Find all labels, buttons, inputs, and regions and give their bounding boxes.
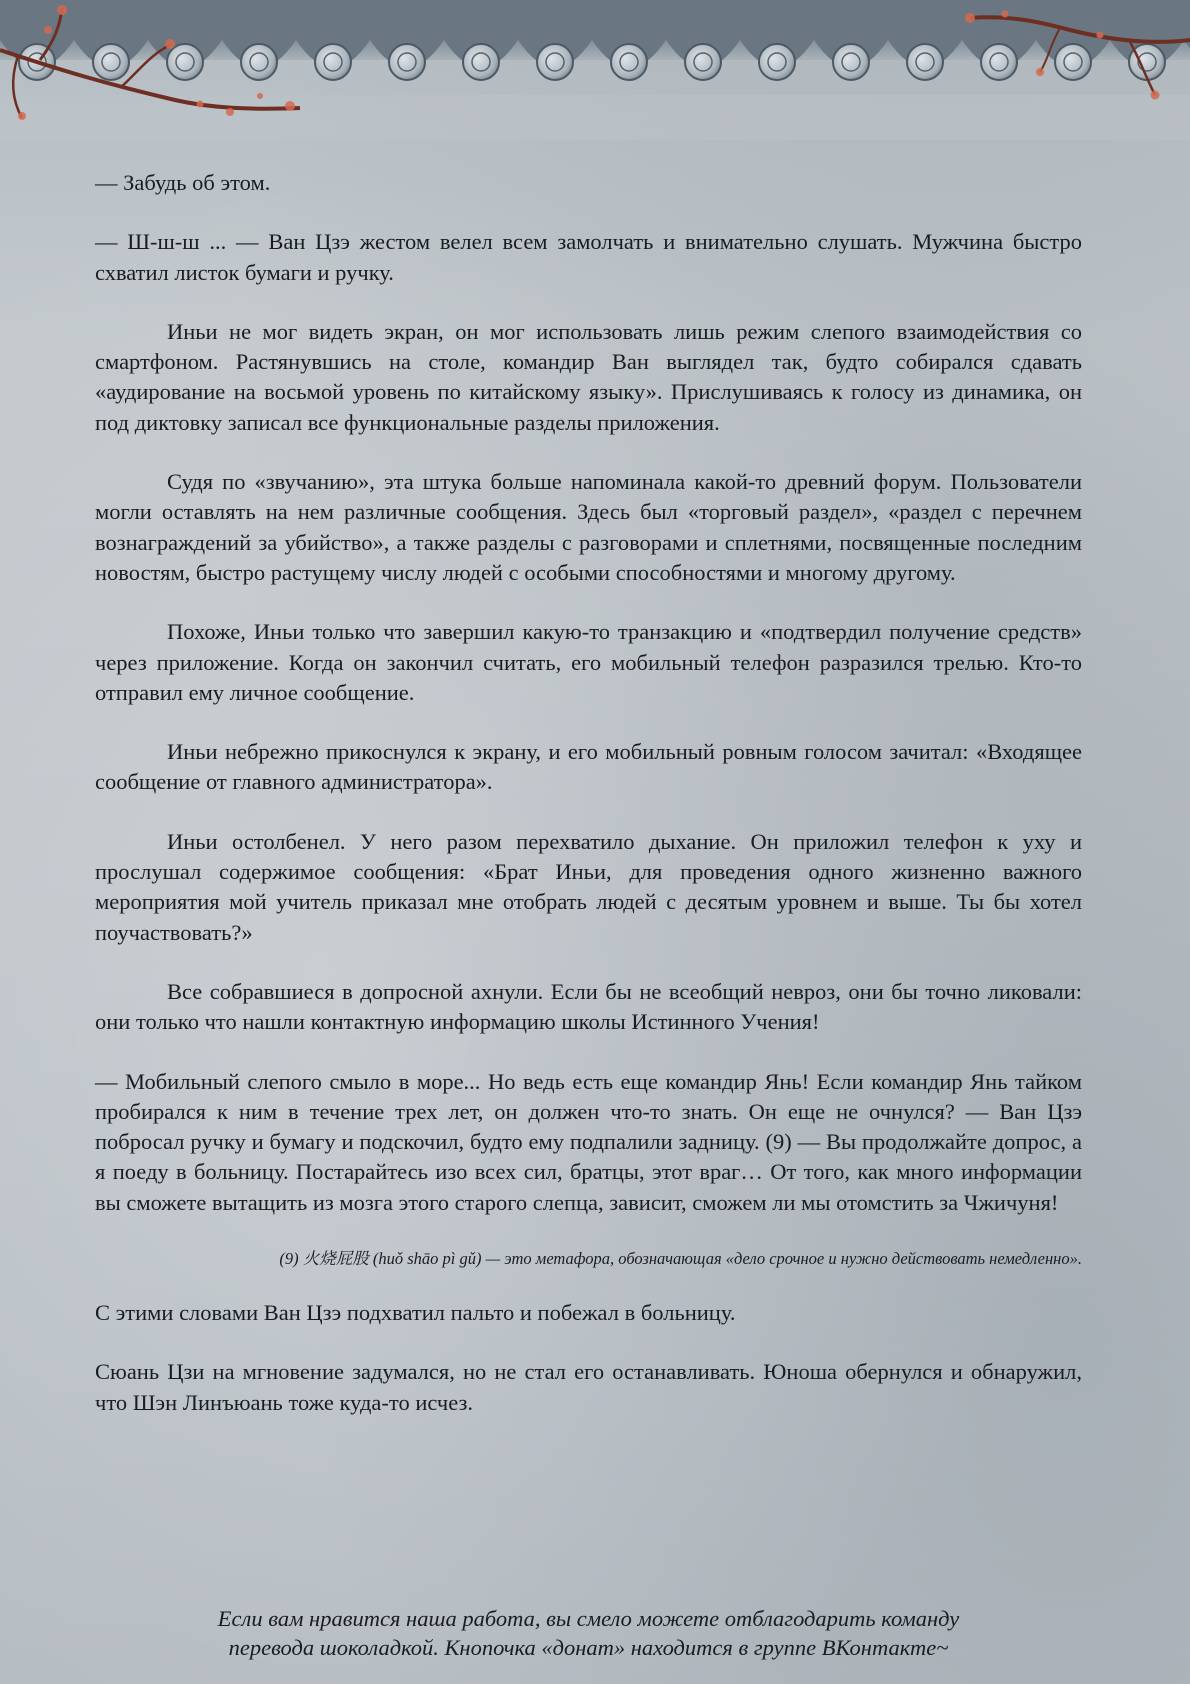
branch-left-decoration [0,0,320,140]
roof-tile-cap [759,44,795,80]
roof-tile-cap [537,44,573,80]
paragraph-p7: Иньи остолбенел. У него разом перехватило дыхание. Он приложил телефон к уху и прослушал содержимое сообщения: «Брат Иньи, для проведения одного жизненно важного мероприятия мой учитель приказал мне отобрать людей с десятым уровнем и выше. Ты бы хотел поучаствовать?» [95,828,1082,945]
paragraph-p5: Похоже, Иньи только что завершил какую-то транзакцию и «подтвердил получение средств» через приложение. Когда он закончил считать, его мобильный телефон разразился трелью. Кто-то отправил ему личное сообщение. [95,619,1082,705]
donation-note-line-1: Если вам нравится наша работа, вы смело можете отблагодарить команду [217,1606,960,1631]
roof-tile-cap [685,44,721,80]
roof-tile-cap [611,44,647,80]
donation-note-line-2: перевода шоколадкой. Кнопочка «донат» находится в группе ВКонтакте~ [228,1635,949,1660]
chapter-text [95,168,1082,1447]
roof-tile-cap [315,44,351,80]
roof-tile-cap [463,44,499,80]
paragraph-p11: Сюань Цзи на мгновение задумался, но не стал его останавливать. Юноша обернулся и обнаружил, что Шэн Линъюань тоже куда-то исчез. [95,1359,1082,1415]
paragraph-p10: С этими словами Ван Цзэ подхватил пальто и побежал в больницу. [95,1300,736,1326]
paragraph-p1: — Забудь об этом. [95,170,271,195]
donation-note [95,1604,1082,1662]
paragraph-p3: Иньи не мог видеть экран, он мог использовать лишь режим слепого взаимодействия со смартфоном. Растянувшись на столе, командир Ван выглядел так, будто собирался сдавать «аудирование на восьмой уровень по китайскому языку». Прислушиваясь к голосу из динамика, он под диктовку записал все функциональные разделы приложения. [95,318,1082,435]
paragraph-p8: Все собравшиеся в допросной ахнули. Если бы не всеобщий невроз, они бы точно ликовали: они только что нашли контактную информацию школы Истинного Учения! [95,978,1082,1035]
paragraph-p6: Иньи небрежно прикоснулся к экрану, и его мобильный ровным голосом зачитал: «Входящее сообщение от главного администратора». [95,739,1082,795]
roof-tile-cap [833,44,869,80]
footnote-9: (9) 火烧屁股 (huǒ shāo pì gǔ) — это метафора, обозначающая «дело срочное и нужно действовать немедленно». [279,1249,1082,1269]
paragraph-p4: Судя по «звучанию», эта штука больше напоминала какой-то древний форум. Пользователи могли оставлять на нем различные сообщения. Здесь был «торговый раздел», «раздел с перечнем вознаграждений за убийство», а также разделы с разговорами и сплетнями, посвященные последним новостям, быстро растущему числу людей с особыми способностями и многому другому. [95,469,1082,585]
roof-tile-cap [389,44,425,80]
paragraph-p9: — Мобильный слепого смыло в море... Но ведь есть еще командир Янь! Если командир Янь тайком пробирался к ним в течение трех лет, он должен что-то знать. Он еще не очнулся? — Ван Цзэ побросал ручку и бумагу и подскочил, будто ему подпалили задницу. (9) — Вы продолжайте допрос, а я поеду в больницу. Постарайтесь изо всех сил, братцы, этот враг… От того, как много информации вы сможете вытащить из мозга этого старого слепца, зависит, сможем ли мы отомстить за Чжичуня! [95,1068,1082,1215]
branch-right-decoration [930,0,1190,110]
paragraph-p2: — Ш-ш-ш ... — Ван Цзэ жестом велел всем замолчать и внимательно слушать. Мужчина быстро схватил листок бумаги и ручку. [95,229,1082,285]
